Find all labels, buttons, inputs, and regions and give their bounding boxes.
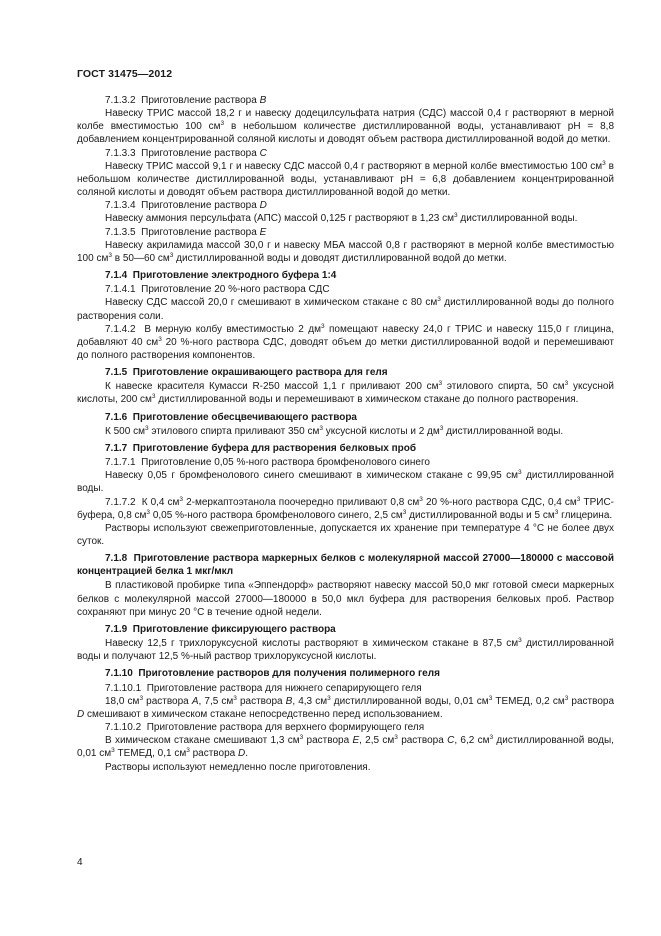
paragraph: 7.1.3.3 Приготовление раствора C xyxy=(105,147,267,159)
paragraph: 7.1.10.2 Приготовление раствора для верхнего формирующего геля xyxy=(105,722,425,734)
paragraph: В пластиковой пробирке типа «Эппендорф» растворяют навеску массой 50,0 мкг готовой смеси маркерных белков с молекулярной массой 27000—180000 в 50,0 мкл буфера для растворения белковых проб. Раствор сохраняют при минус 20 °С в течение одной недели. xyxy=(77,580,614,618)
paragraph: К навеске красителя Кумасси R-250 массой 1,1 г приливают 200 $см^3$ этилового спирта, 50 $см^3$ уксусной кислоты, 200 $см^3$ дистиллированной воды и перемешивают в химическом стакане до полного растворения. xyxy=(77,380,614,406)
paragraph: Растворы используют свежеприготовленные, допускается их хранение при температуре 4 °С не более двух суток. xyxy=(77,522,614,547)
paragraph: 7.1.4.2 В мерную колбу вместимостью 2 $дм^3$ помещают навеску 24,0 г ТРИС и навеску 115,0 г глицина, добавляют 40 $см^3$ 20 %-ного раствора СДС, доводят объем до метки дистиллированной водой и перемешивают до полного растворения компонентов. xyxy=(77,322,614,361)
paragraph: 7.1.7.2 К 0,4 $см^3$ 2-меркаптоэтанола поочередно приливают 0,8 $см^3$ 20 %-ного раствора СДС, 0,4 $см^3$ ТРИС-буфера, 0,8 $см^3$ 0,05 %-ного раствора бромфенолового синего, 2,5 $см^3$ дистиллированной воды и 5 $см^3$ глицерина. xyxy=(77,495,614,521)
section-heading: 7.1.5 Приготовление окрашивающего раствора для геля xyxy=(105,367,388,379)
paragraph: 7.1.7.1 Приготовление 0,05 %-ного раствора бромфенолового синего xyxy=(105,457,430,469)
page-number: 4 xyxy=(77,857,83,868)
section-heading: 7.1.9 Приготовление фиксирующего раствора xyxy=(105,623,336,635)
section-heading: 7.1.8 Приготовление раствора маркерных белков с молекулярной массой 27000—180000 с массовой концентрацией белка 1 мкг/мкл xyxy=(77,553,614,578)
paragraph: 7.1.3.5 Приготовление раствора E xyxy=(105,226,267,238)
paragraph: 7.1.10.1 Приготовление раствора для нижнего сепарирующего геля xyxy=(105,682,422,694)
paragraph: Навеску СДС массой 20,0 г смешивают в химическом стакане с 80 $см^3$ дистиллированной воды до полного растворения соли. xyxy=(77,296,614,322)
section-heading: 7.1.7 Приготовление буфера для растворения белковых проб xyxy=(105,442,417,454)
paragraph: Навеску акриламида массой 30,0 г и навеску МБА массой 0,8 г растворяют в мерной колбе вместимостью 100 $см^3$ в 50—60 $см^3$ дистиллированной воды и доводят дистиллированной водой до метки. xyxy=(77,239,614,264)
paragraph: 7.1.3.4 Приготовление раствора D xyxy=(105,200,267,212)
paragraph: В химическом стакане смешивают 1,3 $см^3$ раствора E, 2,5 $см^3$ раствора C, 6,2 $см^3$ дистиллированной воды, 0,01 $см^3$ ТЕМЕД, 0,1 $см^3$ раствора D. xyxy=(77,734,614,760)
paragraph: Навеску аммония персульфата (АПС) массой 0,125 г растворяют в 1,23 $см^3$ дистиллированной воды. xyxy=(105,212,578,225)
paragraph: 18,0 $см^3$ раствора A, 7,5 $см^3$ раствора B, 4,3 $см^3$ дистиллированной воды, 0,01 $см^3$ ТЕМЕД, 0,2 $см^3$ раствора D смешивают в химическом стакане непосредственно перед использованием. xyxy=(77,694,615,720)
paragraph: Растворы используют немедленно после приготовления. xyxy=(105,761,371,773)
document-header: ГОСТ 31475—2012 xyxy=(77,68,173,80)
paragraph: Навеску 12,5 г трихлоруксусной кислоты растворяют в химическом стакане в 87,5 $см^3$ дистиллированной воды и получают 12,5 %-ный раствор трихлоруксусной кислоты. xyxy=(77,637,614,663)
paragraph: К 500 $см^3$ этилового спирта приливают 350 $см^3$ уксусной кислоты и 2 $дм^3$ дистиллированной воды. xyxy=(105,424,564,437)
paragraph: Навеску 0,05 г бромфенолового синего смешивают в химическом стакане с 99,95 $см^3$ дистиллированной воды. xyxy=(77,469,614,495)
section-heading: 7.1.4 Приготовление электродного буфера 1:4 xyxy=(105,270,337,282)
document-body xyxy=(77,94,614,774)
paragraph: Навеску ТРИС массой 18,2 г и навеску додецилсульфата натрия (СДС) массой 0,4 г растворяют в мерной колбе вместимостью 100 $см^3$ в небольшом количестве дистиллированной воды, устанавливают pH = 8,8 добавлением концентрированной соляной кислоты и доводят объем раствора дистиллированной водой до метки. xyxy=(77,108,615,146)
section-heading: 7.1.10 Приготовление растворов для получения полимерного геля xyxy=(105,668,440,680)
paragraph: 7.1.4.1 Приготовление 20 %-ного раствора СДС xyxy=(105,284,330,296)
section-heading: 7.1.6 Приготовление обесцвечивающего раствора xyxy=(105,411,357,423)
paragraph: 7.1.3.2 Приготовление раствора B xyxy=(105,95,267,106)
paragraph: Навеску ТРИС массой 9,1 г и навеску СДС массой 0,4 г растворяют в мерной колбе вместимостью 100 $см^3$ в небольшом количестве дистиллированной воды, устанавливают pH = 6,8 добавлением концентрированной соляной кислоты и доводят объем раствора дистиллированной водой до метки. xyxy=(77,159,614,199)
